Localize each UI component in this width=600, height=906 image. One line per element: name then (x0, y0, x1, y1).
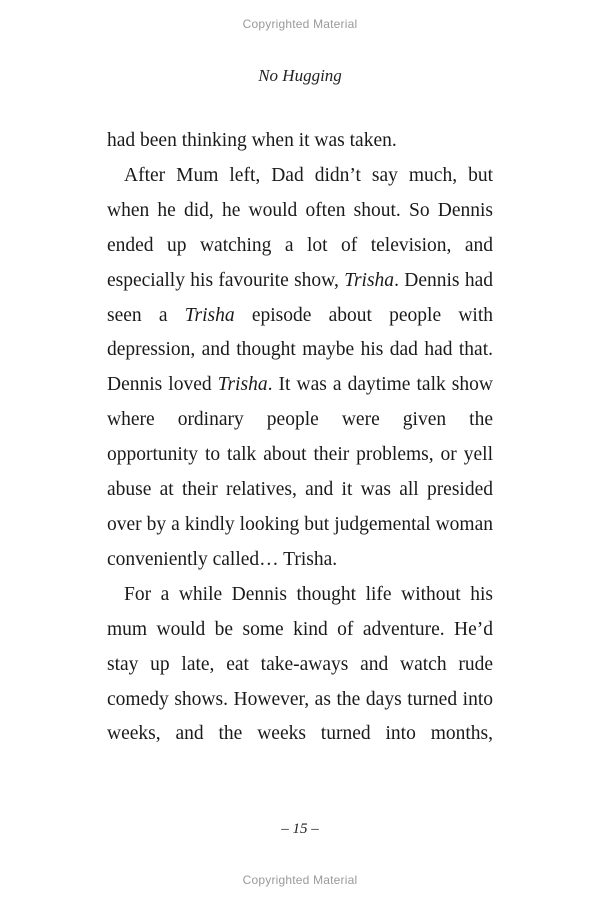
copyright-watermark-bottom: Copyrighted Material (242, 873, 358, 887)
show-title-italic: Trisha (217, 374, 268, 396)
paragraph-text: . It was a daytime talk show where ordinary people were given the opportunity to talk about their problems, or yell abuse at their relatives, and it was all presided over by a kindly looking but judgemental woman conveniently called… Trisha. (107, 374, 493, 570)
paragraph-text: episode about people with depression, and thought maybe his dad had that. Dennis loved (107, 304, 493, 396)
show-title-italic: Trisha (344, 269, 395, 291)
page-number: – 15 – (281, 821, 319, 837)
body-text (107, 124, 493, 752)
show-title-italic: Trisha (184, 304, 235, 326)
paragraph-continuation: had been thinking when it was taken. (107, 130, 397, 151)
paragraph-mum-left (107, 159, 493, 578)
running-head: No Hugging (258, 66, 342, 85)
paragraph-adventure: For a while Dennis thought life without his mum would be some kind of adventure. He’d stay up late, eat take-aways and watch rude comedy shows. However, as the days turned into weeks, and the weeks turned into months, (107, 583, 493, 745)
copyright-watermark-top: Copyrighted Material (242, 17, 358, 31)
paragraph-text: After Mum left, Dad didn’t say much, but when he did, he would often shout. So Dennis ended up watching a lot of television, and especially his favourite show, (107, 164, 493, 291)
paragraph-text: . Dennis had seen a (107, 269, 493, 326)
